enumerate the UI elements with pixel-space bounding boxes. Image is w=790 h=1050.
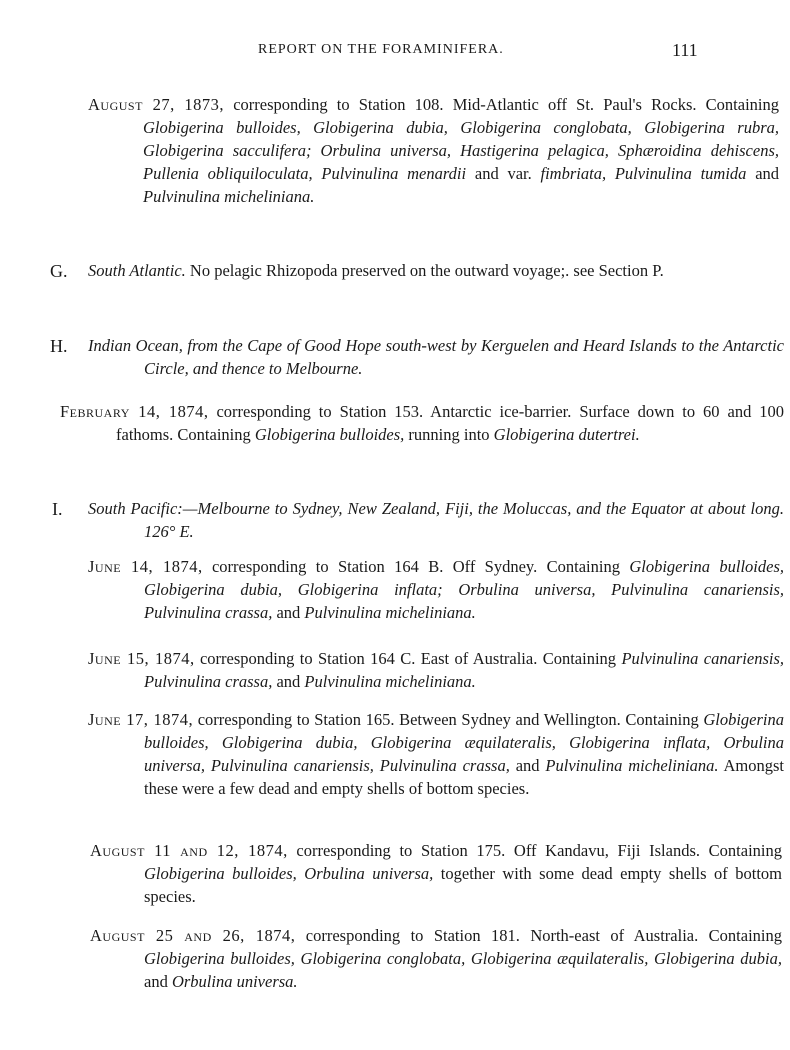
entry-date: August 25 and 26, 1874, xyxy=(90,926,296,945)
entry-feb-14-1874 xyxy=(60,400,784,446)
entry-species-3: Pulvinulina micheliniana. xyxy=(143,187,315,206)
entry-species-2: fimbriata, Pulvinulina tumida xyxy=(540,164,747,183)
entry-species-2: Globigerina dutertrei. xyxy=(493,425,640,444)
page-number: 111 xyxy=(672,40,698,60)
section-letter-h: H. xyxy=(50,336,68,356)
entry-aug-27-1873 xyxy=(88,93,779,208)
section-h xyxy=(88,334,784,380)
section-h-title: Indian Ocean, from the Cape of Good Hope south-west by Kerguelen and Heard Islands to the Antarctic Circle, and thence to Melbourne. xyxy=(88,336,784,378)
entry-date: June 15, 1874, xyxy=(88,649,195,668)
entry-species: Globigerina bulloides, xyxy=(254,425,405,444)
entry-containing: Containing xyxy=(705,95,780,114)
entry-species: Pulvinulina canariensis, Pulvinulina crassa, xyxy=(144,649,785,691)
entry-date: June 14, 1874, xyxy=(88,557,203,576)
entry-text: corresponding to Station 165. Between Sydney and Wellington. Containing xyxy=(197,710,699,729)
entry-date: June 17, 1874, xyxy=(88,710,194,729)
entry-june-14-1874 xyxy=(88,555,784,624)
entry-species-2: Pulvinulina micheliniana. xyxy=(545,756,719,775)
entry-text: corresponding to Station 175. Off Kandavu, Fiji Islands. Containing xyxy=(296,841,782,860)
entry-text: corresponding to Station 181. North-east of Australia. Containing xyxy=(305,926,782,945)
entry-june-15-1874 xyxy=(88,647,784,693)
entry-species: Globigerina bulloides, Globigerina dubia, Globigerina æquilateralis, Globigerina inflata, Orbulina universa, Pulvinulina canariensis, Pulvinulina crassa, xyxy=(144,710,784,775)
entry-and: and xyxy=(276,672,301,691)
entry-text-2: together with some dead empty shells of bottom species. xyxy=(144,864,783,906)
section-i xyxy=(88,497,784,543)
section-letter-g: G. xyxy=(50,261,68,281)
entry-text: corresponding to Station 164 B. Off Sydney. Containing xyxy=(211,557,620,576)
entry-date: February 14, 1874, xyxy=(60,402,209,421)
entry-aug-25-1874 xyxy=(90,924,782,993)
entry-date: August 11 and 12, 1874, xyxy=(90,841,288,860)
section-g xyxy=(88,259,790,282)
report-title: REPORT ON THE FORAMINIFERA. xyxy=(258,42,504,57)
entry-and: and xyxy=(755,164,780,183)
entry-and: and xyxy=(276,603,301,622)
entry-text-2: running into xyxy=(408,425,490,444)
entry-and: and xyxy=(144,972,168,991)
entry-text: corresponding to Station 153. Antarctic ice-barrier. Surface down to 60 and 100 fathoms. Containing xyxy=(116,402,785,444)
entry-date: August 27, 1873, xyxy=(88,95,225,114)
running-header xyxy=(0,40,776,64)
entry-species: Globigerina bulloides, Orbulina universa, xyxy=(144,864,434,883)
entry-aug-11-1874 xyxy=(90,839,782,908)
section-g-title: South Atlantic. xyxy=(88,261,186,280)
entry-text: corresponding to Station 164 C. East of Australia. Containing xyxy=(199,649,617,668)
entry-text-2: Amongst these were a few dead and empty shells of bottom species. xyxy=(144,756,785,798)
entry-june-17-1874 xyxy=(88,708,784,800)
section-letter-i: I. xyxy=(52,499,63,519)
entry-species: Globigerina bulloides, Globigerina dubia, Globigerina inflata; Orbulina universa, Pulvinulina canariensis, Pulvinulina crassa, xyxy=(144,557,784,622)
entry-and-var: and var. xyxy=(474,164,532,183)
entry-and: and xyxy=(515,756,540,775)
entry-species-2: Pulvinulina micheliniana. xyxy=(304,603,476,622)
entry-species-2: Pulvinulina micheliniana. xyxy=(304,672,476,691)
entry-species: Globigerina bulloides, Globigerina conglobata, Globigerina æquilateralis, Globigerina dubia, xyxy=(144,949,782,968)
section-i-title: South Pacific:—Melbourne to Sydney, New Zealand, Fiji, the Moluccas, and the Equator at about long. 126° E. xyxy=(88,499,784,541)
entry-text: corresponding to Station 108. Mid-Atlantic off St. Paul's Rocks. xyxy=(233,95,697,114)
section-g-text: No pelagic Rhizopoda preserved on the outward voyage;. see Section P. xyxy=(189,261,664,280)
entry-species-2: Orbulina universa. xyxy=(171,972,298,991)
entry-species: Globigerina bulloides, Globigerina dubia, Globigerina conglobata, Globigerina rubra, Globigerina sacculifera; Orbulina universa, Hastigerina pelagica, Sphæroidina dehiscens, Pullenia obliquiloculata, Pulvinulina menardii xyxy=(143,118,779,183)
